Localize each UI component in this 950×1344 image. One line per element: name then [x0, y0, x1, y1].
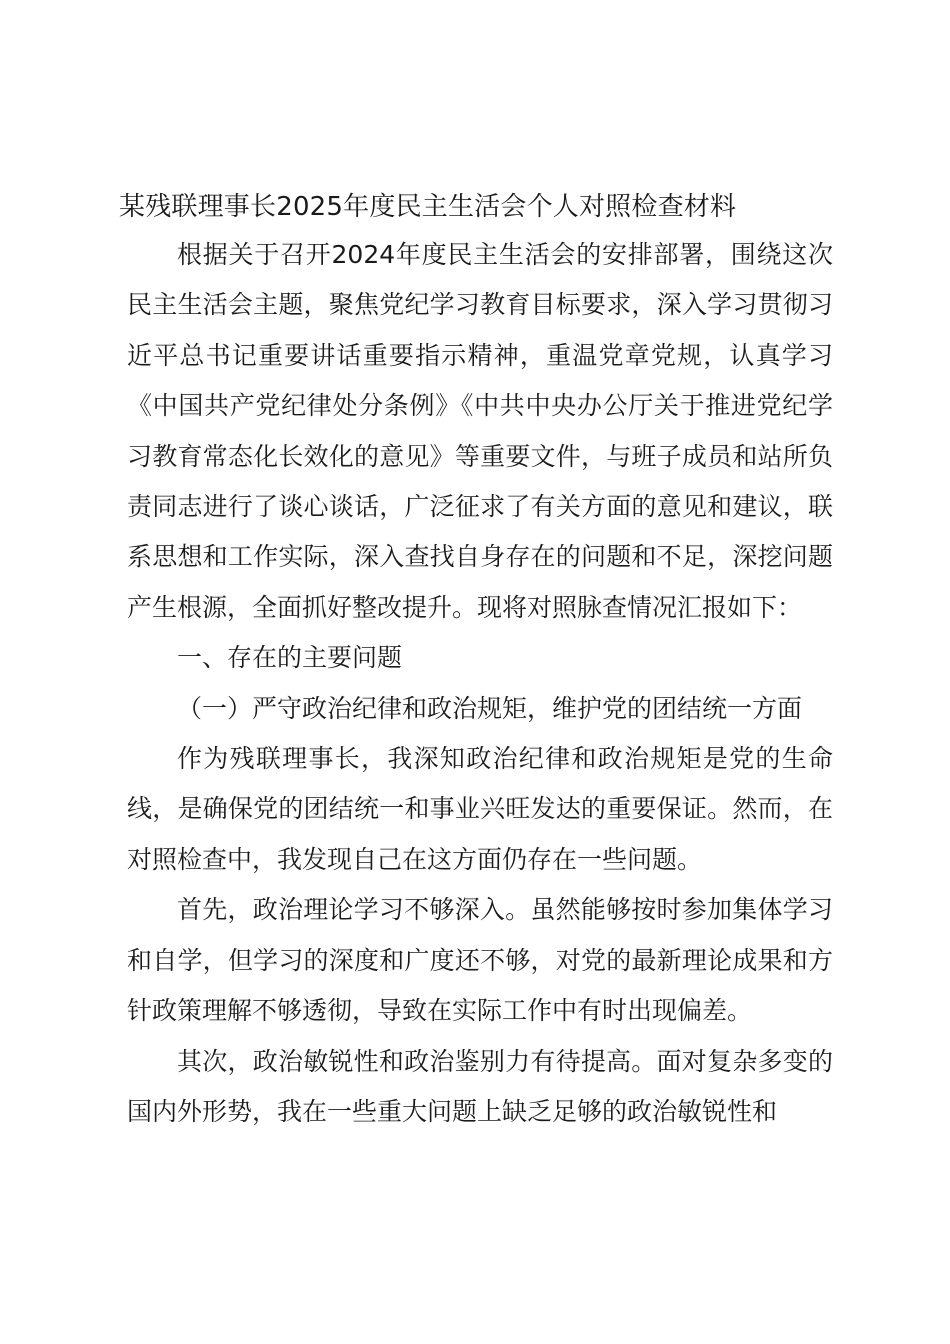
body-paragraph-3: 其次，政治敏锐性和政治鉴别力有待提高。面对复杂多变的国内外形势，我在一些重大问题上缺乏足够的政治敏锐性和 [127, 1046, 833, 1126]
body-paragraph-1: 作为残联理事长，我深知政治纪律和政治规矩是党的生命线，是确保党的团结统一和事业兴旺发达的重要保证。然而，在对照检查中，我发现自己在这方面仍存在一些问题。 [127, 744, 833, 874]
document-body [119, 184, 833, 1137]
subsection-heading-political-discipline: （一）严守政治纪律和政治规矩，维护党的团结统一方面 [177, 693, 803, 723]
document-title: 某残联理事长2025年度民主生活会个人对照检查材料 [119, 192, 737, 222]
intro-paragraph: 根据关于召开2024年度民主生活会的安排部署，围绕这次民主生活会主题，聚焦党纪学习教育目标要求，深入学习贯彻习近平总书记重要讲话重要指示精神，重温党章党规，认真学习《中国共产党纪律处分条例》《中共中央办公厅关于推进党纪学习教育常态化长效化的意见》等重要文件，与班子成员和站所负责同志进行了谈心谈话，广泛征求了有关方面的意见和建议，联系思想和工作实际，深入查找自身存在的问题和不足，深挖问题产生根源，全面抓好整改提升。现将对照脉查情况汇报如下： [127, 240, 833, 622]
section-heading-problems: 一、存在的主要问题 [177, 643, 403, 673]
body-paragraph-2: 首先，政治理论学习不够深入。虽然能够按时参加集体学习和自学，但学习的深度和广度还不够，对党的最新理论成果和方针政策理解不够透彻，导致在实际工作中有时出现偏差。 [127, 895, 833, 1026]
